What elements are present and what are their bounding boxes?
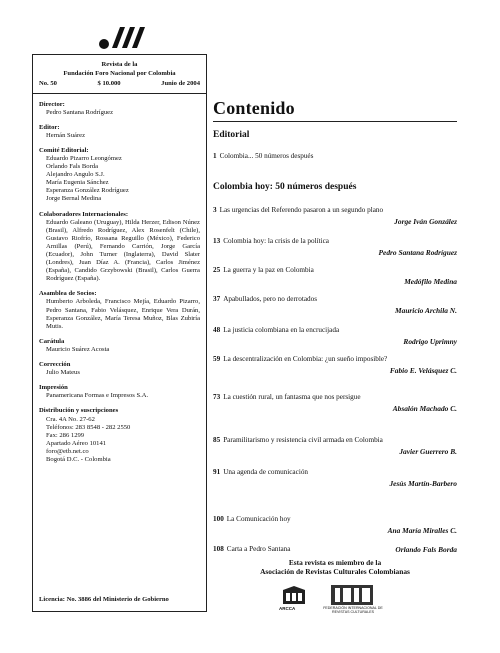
entry-heading [213,436,383,444]
association-line1: Esta revista es miembro de la [288,558,382,567]
staff-section [33,124,206,140]
entry-title: Colombia hoy: la crisis de la política [223,237,329,245]
entry-page-number: 100 [213,515,224,523]
staff-line: Panamericana Formas e Impresos S.A. [46,392,149,400]
staff-line: Esperanza González Rodríguez [46,187,129,195]
contents-title: Contenido [213,98,295,118]
entry-title: Las urgencias del Referendo pasaron a un segundo plano [219,206,384,214]
entry-heading [213,393,361,401]
entry-heading [213,515,291,523]
fircc-logo-icon [330,584,374,606]
entry-page-number: 85 [213,436,221,444]
staff-section-title: Impresión [39,384,68,392]
masthead [33,55,206,94]
staff-line: Orlando Fals Borda [46,163,99,171]
contents-entry [213,266,457,286]
issue-number: No. 50 [39,80,57,87]
entry-page-number: 91 [213,468,221,476]
entry-author: Rodrigo Uprimny [403,337,457,346]
entry-heading [213,468,308,476]
entry-heading [213,295,317,303]
staff-section-title: Editor: [39,123,60,131]
entry-author: Absalón Machado C. [392,404,457,413]
staff-section [33,101,206,117]
entry-title: La descentralización en Colombia: ¿un sueño imposible? [223,355,388,363]
entry-author: Jesús Martín-Barbero [389,479,457,488]
staff-section-body [39,369,200,377]
contents-entry [213,237,457,257]
contents-entry [213,326,457,346]
association-note [213,558,457,576]
staff-section-body: Humberto Arboleda, Francisco Mejía, Eduardo Pizarro, Pedro Santana, Fabio Velásquez, Enrique Vera Durán, Esperanza González, María Teresa Muñoz, Blas Zubiría Mutis. [46,298,200,330]
entry-page-number: 3 [213,206,217,214]
entry-author: Jorge Iván González [394,217,457,226]
staff-section-title: Colaboradores Internacionales: [39,210,129,218]
staff-line: María Eugenia Sánchez [46,179,109,187]
issue-price: $ 10.000 [97,80,121,87]
entry-title: Colombia... 50 números después [219,152,314,160]
staff-section-body [39,109,200,117]
contents-entry [213,515,457,535]
entry-author: Medófilo Medina [404,277,457,286]
staff-line: Mauricio Suárez Acosta [46,345,110,353]
staff-line: Fax: 286 1299 [46,431,85,439]
staff-section [33,384,206,400]
staff-section [33,407,206,464]
contents-entry [213,152,457,161]
staff-line: foro@etb.net.co [46,447,89,455]
staff-section-body: Eduardo Galeano (Uruguay), Hilda Herzer, Edison Núnez (Brasil), Alfredo Rodríguez, Alex Rosenfelt (Chile), Gustavo Riofrío, Rossana Reguillo (México), Federico Arnillas (Perú), Fernando Carrión, Jorge García (Ecuador), John Turner (Inglaterra), David Slater (Londres), Juan Díaz A. (Francia), Carlos Jiménez (España), Candido Grzybowski (Brasil), Carlos Guerra Rodríguez (España). [46,218,200,283]
entry-author: Orlando Fals Borda [395,545,457,554]
entry-heading [213,355,387,363]
entry-heading [213,152,313,160]
staff-line: Eduardo Pizarro Leongómez [46,154,122,162]
staff-section [33,338,206,354]
title-divider [213,121,457,122]
contents-entry [213,295,457,315]
staff-section-title: Asamblea de Socios: [39,290,97,298]
staff-section [33,361,206,377]
entry-page-number: 73 [213,393,221,401]
staff-line: Teléfonos: 283 8548 - 282 2550 [46,423,131,431]
staff-section [33,211,206,284]
entry-title: Paramilitarismo y resistencia civil armada en Colombia [223,436,383,444]
entry-title: La cuestión rural, un fantasma que nos persigue [223,393,361,401]
entry-page-number: 25 [213,266,221,274]
entry-title: La Comunicación hoy [226,515,291,523]
section-editorial-heading: Editorial [213,130,250,140]
staff-list [33,101,206,465]
staff-line: Julio Mateus [46,369,80,377]
entry-title: Carta a Pedro Santana [226,545,291,553]
staff-section-title: Comité Editorial: [39,146,89,154]
staff-section [33,290,206,330]
entry-title: La guerra y la paz en Colombia [223,266,314,274]
association-line2: Asociación de Revistas Culturales Colombianas [260,567,410,576]
staff-section-body [39,416,200,465]
entry-page-number: 1 [213,152,217,160]
issue-date: Junio de 2004 [161,80,200,87]
entry-title: Apabullados, pero no derrotados [223,295,318,303]
staff-section-body [39,392,200,400]
arcca-logo-label: ARCCA [279,606,296,611]
staff-section-body [39,155,200,204]
entry-author: Mauricio Archila N. [395,306,457,315]
entry-page-number: 108 [213,545,224,553]
staff-line: Alejandro Angulo S.J. [46,171,105,179]
staff-section [33,147,206,204]
entry-page-number: 37 [213,295,221,303]
staff-line: Bogotá D.C. - Colombia [46,455,111,463]
masthead-line1: Revista de la [101,61,138,68]
fircc-logo-label: FEDERACIÓN INTERNACIONAL DE REVISTAS CULTURALES [323,606,383,614]
masthead-line2: Fundación Foro Nacional por Colombia [63,69,176,77]
entry-author: Ana María Miralles C. [387,526,457,535]
entry-heading [213,326,339,334]
entry-heading [213,545,290,554]
staff-section-title: Director: [39,100,65,108]
foro-logo-icon [98,24,154,50]
entry-page-number: 59 [213,355,221,363]
entry-author: Fabio E. Velásquez C. [389,366,457,375]
staff-section-title: Distribución y suscripciones [39,407,119,415]
entry-page-number: 13 [213,237,221,245]
entry-heading [213,237,329,245]
staff-column [32,54,207,612]
entry-title: Una agenda de comunicación [223,468,309,476]
entry-heading [213,206,383,214]
contents-entry [213,393,457,413]
contents-entry [213,468,457,488]
section-colombia-heading: Colombia hoy: 50 números después [213,182,357,192]
staff-line: Cra. 4A No. 27-62 [46,415,95,423]
entry-title: La justicia colombiana en la encrucijada [223,326,340,334]
entry-page-number: 48 [213,326,221,334]
entry-author: Javier Guerrero B. [399,447,457,456]
masthead-issue-row [37,78,202,89]
contents-entry [213,436,457,456]
contents-entry [213,206,457,226]
entry-author: Pedro Santana Rodríguez [378,248,457,257]
staff-section-title: Corrección [39,361,71,369]
staff-line: Jorge Bernal Medina [46,195,102,203]
staff-line: Pedro Santana Rodríguez [46,108,114,116]
staff-line: Apartado Aéreo 10141 [46,439,107,447]
staff-section-body [39,132,200,140]
staff-section-title: Carátula [39,337,65,345]
entry-heading [213,266,314,274]
license-note: Licencia: No. 3886 del Ministerio de Gobierno [39,596,169,603]
contents-entry [213,355,457,375]
staff-section-body [39,346,200,354]
contents-entry [213,545,457,554]
staff-line: Hernán Suárez [46,131,85,139]
arcca-logo-icon [281,586,307,606]
